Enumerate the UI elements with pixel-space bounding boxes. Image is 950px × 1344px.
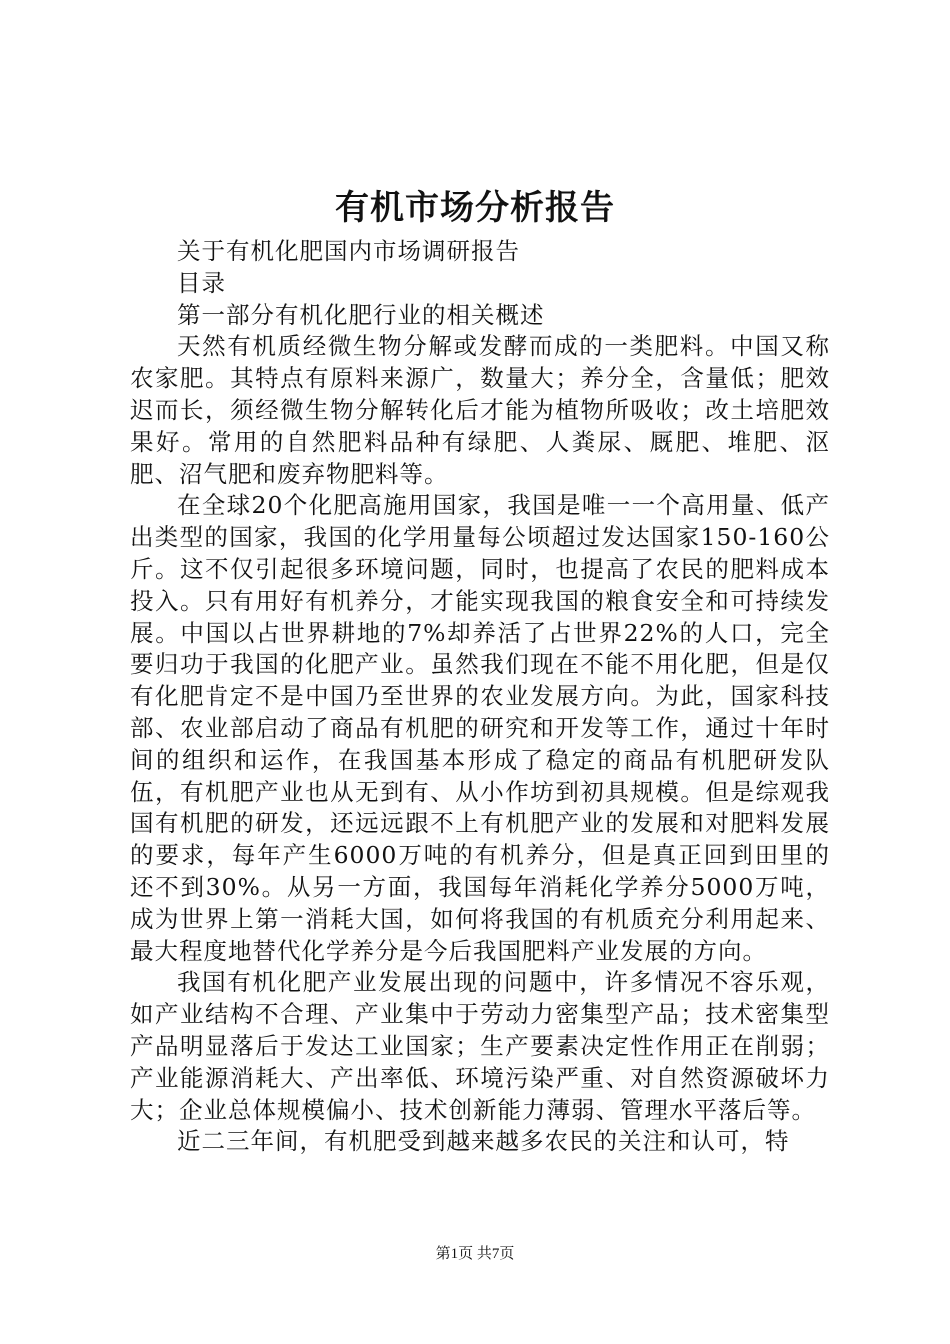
document-body xyxy=(130,236,830,1158)
body-paragraph: 我国有机化肥产业发展出现的问题中，许多情况不容乐观，如产业结构不合理、产业集中于劳动力密集型产品；技术密集型产品明显落后于发达工业国家；生产要素决定性作用正在削弱；产业能源消耗大、产出率低、环境污染严重、对自然资源破坏力大；企业总体规模偏小、技术创新能力薄弱、管理水平落后等。 xyxy=(130,968,830,1124)
document-title: 有机市场分析报告 xyxy=(335,188,615,228)
page-footer: 第1页 共7页 xyxy=(435,1246,515,1262)
body-paragraph: 在全球20个化肥高施用国家，我国是唯一一个高用量、低产出类型的国家，我国的化学用量每公顷超过发达国家150-160公斤。这不仅引起很多环境问题，同时，也提高了农民的肥料成本投入。只有用好有机养分，才能实现我国的粮食安全和可持续发展。中国以占世界耕地的7%却养活了占世界22%的人口，完全要归功于我国的化肥产业。虽然我们现在不能不用化肥，但是仅有化肥肯定不是中国乃至世界的农业发展方向。为此，国家科技部、农业部启动了商品有机肥的研究和开发等工作，通过十年时间的组织和运作，在我国基本形成了稳定的商品有机肥研发队伍，有机肥产业也从无到有、从小作坊到初具规模。但是综观我国有机肥的研发，还远远跟不上有机肥产业的发展和对肥料发展的要求，每年产生6000万吨的有机养分，但是真正回到田里的还不到30%。从另一方面，我国每年消耗化学养分5000万吨，成为世界上第一消耗大国，如何将我国的有机质充分利用起来、最大程度地替代化学养分是今后我国肥料产业发展的方向。 xyxy=(130,491,830,965)
toc-heading: 目录 xyxy=(177,268,226,297)
report-subtitle: 关于有机化肥国内市场调研报告 xyxy=(177,237,520,265)
body-paragraph: 天然有机质经微生物分解或发酵而成的一类肥料。中国又称农家肥。其特点有原料来源广，数量大；养分全，含量低；肥效迟而长，须经微生物分解转化后才能为植物所吸收；改土培肥效果好。常用的自然肥料品种有绿肥、人粪尿、厩肥、堆肥、沤肥、沼气肥和废弃物肥料等。 xyxy=(130,332,830,488)
section-heading: 第一部分有机化肥行业的相关概述 xyxy=(177,300,545,329)
body-paragraph: 近二三年间，有机肥受到越来越多农民的关注和认可，特 xyxy=(177,1127,790,1156)
